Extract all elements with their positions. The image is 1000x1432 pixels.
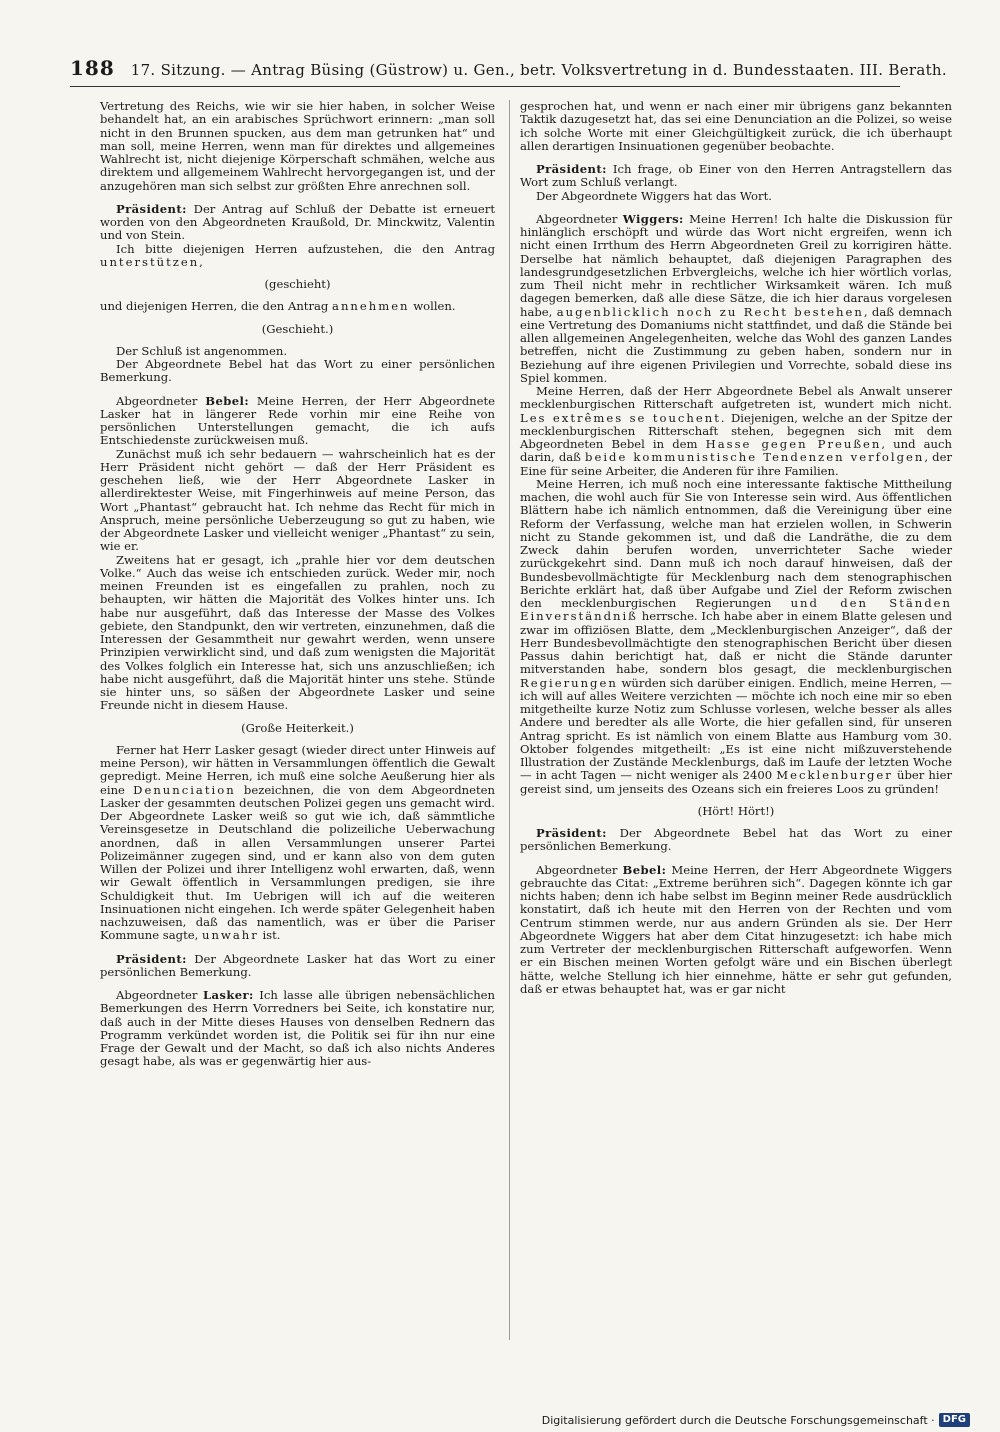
emphasis-text: beide kommunistische Tendenzen verfolgen: [585, 450, 925, 465]
speech-text: ist.: [258, 928, 281, 943]
paragraph: Zweitens hat er gesagt, ich „prahle hier vor dem deutschen Volke.“ Auch das weise ich entschieden zurück. Weder mir, noch meinen Freunden ist es eingefallen zu prahlen, noch zu behaupten, wir hätten die Majorität des Volkes hinter uns. Ich habe nur ausgeführt, daß das Interesse der Masse des Volkes gebiete, den Standpunkt, den wir vertreten, einzunehmen, daß die Interessen der Gesammtheit nur gewahrt werden, wenn unsere Prinzipien verwirklicht sind, und daß zum wenigsten die Majorität des Volkes folglich ein Interesse hat, sich uns anzuschließen; ich habe nicht ausgeführt, daß die Majorität hinter uns stehe. Stünde sie hinter uns, so säßen der Abgeordnete Lasker und seine Freunde nicht in diesem Hause.: [100, 552, 495, 713]
speech-text: Ich frage, ob Einer von den Herren Antragstellern das Wort zum Schluß verlangt.: [520, 162, 952, 190]
paragraph: Der Abgeordnete Wiggers hat das Wort.: [536, 188, 772, 203]
speech-text: Der Antrag auf Schluß der Debatte ist erneuert worden von den Abgeordneten Kraußold, Dr. Minckwitz, Valentin und von Stein.: [100, 201, 495, 243]
speech-text: Abgeordneter: [536, 862, 623, 877]
stage-direction: (Große Heiterkeit.): [241, 720, 354, 735]
speech-text: , daß demnach eine Vertretung des Domaniums nicht stattfindet, und daß die Stände bei allen allgemeinen Angelegenheiten, welche das Wohl des ganzen Landes betreffen, nicht die Zustimmung zu geben haben, sondern nur in Beziehung auf ihre eigenen Privilegien und Vorrechte, sobald diese ins Spiel kommen.: [520, 304, 952, 385]
speaker-name: Lasker:: [202, 988, 254, 1002]
speaker-name: Wiggers:: [622, 211, 684, 226]
emphasis-text: Les extrêmes se touchent.: [520, 410, 727, 425]
speech-text: über hier gereist sind, um jenseits des Ozeans sich ein freieres Loos zu gründen!: [520, 768, 952, 796]
paragraph: Der Abgeordnete Bebel hat das Wort zu einer persönlichen Bemerkung.: [100, 357, 495, 385]
footer-credit: Digitalisierung gefördert durch die Deutsche Forschungsgemeinschaft ·: [541, 1413, 935, 1427]
paragraph: [520, 213, 952, 385]
speaker-name: Präsident:: [116, 951, 187, 966]
speech-text: wollen.: [409, 299, 456, 314]
speaker-name: Bebel:: [205, 393, 250, 408]
emphasis-text: augenblicklich noch zu Recht bestehen: [556, 304, 864, 319]
paragraph: [520, 478, 952, 796]
stage-direction: (geschieht): [264, 277, 331, 291]
speaker-name: Präsident:: [536, 162, 607, 176]
paragraph: Der Schluß ist angenommen.: [116, 343, 288, 358]
paragraph: [520, 827, 952, 854]
running-title: 17. Sitzung. — Antrag Büsing (Güstrow) u. Gen., betr. Volksvertretung in d. Bundesstaaten. III. Berath.: [130, 61, 947, 79]
emphasis-text: Hasse gegen Preußen: [705, 437, 882, 451]
speech-text: herrsche. Ich habe aber in einem Blatte gelesen und zwar im offiziösen Blatte, dem „Mecklenburgischen Anzeiger“, daß der Herr Bundesbevollmächtigte den stenographischen Bericht über diesen Passus dahin berichtigt hat, daß er nicht die Stände darunter mitverstanden habe, sondern blos gesagt, die mecklenburgischen: [520, 609, 952, 677]
speech-text: Meine Herren, der Herr Abgeordnete Lasker hat in längerer Rede vorhin mir eine Reihe von persönlichen Unterstellungen gemacht, die ich aufs Entschiedenste zurückweisen muß.: [100, 393, 495, 448]
paragraph: [520, 864, 952, 997]
right-column: [520, 100, 952, 996]
emphasis-text: Regierungen: [520, 675, 618, 690]
emphasis-text: und den Ständen Einverständniß: [520, 596, 952, 624]
page-number: 188: [70, 56, 115, 80]
stage-direction: (Geschieht.): [261, 321, 334, 336]
paragraph: [100, 744, 495, 943]
speech-text: Diejenigen, welche an der Spitze der mecklenburgischen Ritterschaft stehen, begegnen sich mit dem Abgeordneten Bebel in dem: [520, 410, 952, 451]
speech-text: , und auch darin, daß: [520, 437, 952, 465]
dfg-logo: DFG: [939, 1413, 970, 1427]
speech-text: Ich lasse alle übrigen nebensächlichen Bemerkungen des Herrn Vorredners bei Seite, ich konstatire nur, daß auch in der Mitte dieses Hauses von denselben Rednern das Programm verkündet worden ist, die Politik sei für ihn nur eine Frage der Gewalt und der Macht, so daß ich also nichts Anderes gesagt habe, als was er gegenwärtig hier aus-: [100, 988, 495, 1069]
paragraph: gesprochen hat, und wenn er nach einer mir übrigens ganz bekannten Taktik dazugesetzt hat, das sei eine Denunciation an die Polizei, so weise ich solche Worte mit einer Gleichgültigkeit zurück, die ich überhaupt allen derartigen Insinuationen gegenüber beobachte.: [520, 99, 952, 153]
speech-text: Meine Herren, der Herr Abgeordnete Wiggers gebrauchte das Citat: „Extreme berühren sich“. Dagegen könnte ich gar nichts haben; denn ich habe selbst im Beginn meiner Rede ausdrücklich konstatirt, daß ich heute mit den Herren von der Rechten und vom Centrum stimmen werde, nur aus andern Gründen als sie. Der Herr Abgeordnete Wiggers hat aber dem Citat hinzugesetzt: ich habe mich zum Vertreter der mecklenburgischen Ritterschaft aufgeworfen. Wenn er ein Bischen meinen Worten gefolgt wäre und ein Bischen überlegt hätte, welche Stellung ich hier einnehme, hätte er sehr gut gefunden, daß er etwas behauptet hat, was er gar nicht: [520, 862, 952, 996]
speech-text: , der Eine für seine Arbeiter, die Anderen für ihre Familien.: [520, 450, 952, 478]
speech-text: Ich bitte diejenigen Herren aufzustehen, die den Antrag: [116, 241, 495, 256]
speech-text: Abgeordneter: [116, 393, 206, 408]
speech-text: Ferner hat Herr Lasker gesagt (wieder direct unter Hinweis auf meine Person), wir hätten in Versammlungen öffentlich die Gewalt gepredigt. Meine Herren, ich muß eine solche Aeußerung hier als eine: [100, 742, 495, 797]
speech-text: Abgeordneter: [116, 988, 203, 1002]
speaker-name: Bebel:: [622, 862, 667, 877]
paragraph: [100, 953, 495, 980]
emphasis-text: unwahr: [201, 928, 259, 943]
speech-text: Der Abgeordnete Bebel hat das Wort zu einer persönlichen Bemerkung.: [520, 826, 952, 854]
paragraph: [100, 300, 495, 313]
stage-direction: (Hört! Hört!): [697, 803, 775, 818]
emphasis-text: Mecklenburger: [776, 768, 893, 783]
paragraph: [520, 163, 952, 190]
paragraph: [100, 203, 495, 243]
paragraph: Zunächst muß ich sehr bedauern — wahrscheinlich hat es der Herr Präsident nicht gehört — daß der Herr Präsident es geschehen ließ, wie der Herr Abgeordnete Lasker in allerdirektester Weise, mit Fingerhinweis auf meine Person, das Wort „Phantast“ gebraucht hat. Ich nehme das Recht für mich in Anspruch, meine persönliche Ueberzeugung so gut zu haben, wie der Abgeordnete Lasker und vielleicht weniger „Phantast“ zu sein, wie er.: [100, 446, 495, 554]
paragraph: Vertretung des Reichs, wie wir sie hier haben, in solcher Weise behandelt hat, an ein arabisches Sprüchwort erinnern: „man soll nicht in den Brunnen spucken, aus dem man getrunken hat“ und man soll, meine Herren, wenn man für direktes und allgemeines Wahlrecht ist, nicht diejenige Körperschaft schmähen, welche aus direktem und allgemeinem Wahlrecht hervorgegangen ist, und der anzugehören man sich selbst zur größten Ehre anrechnen soll.: [100, 99, 495, 193]
speech-text: Meine Herren, daß der Herr Abgeordnete Bebel als Anwalt unserer mecklenburgischen Ritterschaft aufgetreten ist, wundert mich nicht.: [520, 384, 952, 412]
paragraph: [100, 243, 495, 270]
speech-text: würden sich darüber einigen. Endlich, meine Herren, — ich will auf alles Weitere verzichten — möchte ich noch eine mir so eben mitgetheilte kurze Notiz zum Schlusse vorlesen, welche besser als alles Andere und beredter als alle Worte, die hier gefallen sind, für unseren Antrag spricht. Es ist nämlich von einem Blatte aus Hamburg vom 30. Oktober folgendes mitgetheilt: „Es ist eine nicht mißzuverstehende Illustration der Zustände Mecklenburgs, daß im Laufe der letzten Woche — in acht Tagen — nicht weniger als 2400: [520, 675, 952, 783]
speech-text: Abgeordneter: [536, 211, 623, 226]
paragraph: [100, 989, 495, 1069]
paragraph: [520, 385, 952, 478]
speech-text: Meine Herren, ich muß noch eine interessante faktische Mittheilung machen, die wohl auch für Sie von Interesse sein wird. Aus öffentlichen Blättern habe ich nämlich entnommen, daß die Vereinigung über eine Reform der Verfassung, welche man hat erzielen wollen, in Schwerin nicht zu Stande gekommen ist, und daß die Landräthe, die zu dem Zweck dahin berufen worden, unverrichteter Sache wieder zurückgekehrt sind. Dann muß ich noch darauf hinweisen, daß der Bundesbevollmächtigte für Mecklenburg nach dem stenographischen Berichte erklärt hat, daß über Aufgabe und Ziel der Reform zwischen den mecklenburgischen Regierungen: [520, 476, 952, 610]
paragraph: [100, 395, 495, 448]
column-divider: [509, 100, 510, 1340]
speech-text: Der Abgeordnete Lasker hat das Wort zu einer persönlichen Bemerkung.: [100, 951, 495, 979]
speech-text: bezeichnen, die von dem Abgeordneten Lasker der gesammten deutschen Polizei gegen uns gemacht wird. Der Abgeordnete Lasker weiß so gut wie ich, daß sämmtliche Vereinsgesetze in Deutschland die polizeiliche Ueberwachung anordnen, daß in allen Versammlungen unserer Partei Polizeimänner zugegen sind, und er kann also von dem guten Willen der Polizei und ihrer Intelligenz wohl erwarten, daß, wenn wir Gewalt öffentlich in Versammlungen predigen, sie ihre Schuldigkeit thut. Im Uebrigen will ich auf die weiteren Insinuationen nicht eingehen. Ich werde später Gelegenheit haben nachzuweisen, daß das namentlich, was er über die Pariser Kommune sagte,: [100, 782, 495, 943]
speaker-name: Präsident:: [536, 826, 607, 840]
speaker-name: Präsident:: [116, 201, 187, 216]
speech-text: Meine Herren! Ich halte die Diskussion für hinlänglich erschöpft und würde das Wort nicht ergreifen, wenn ich nicht einen Irrthum des Herrn Abgeordneten Greil zu korrigiren hätte. Derselbe hat nämlich behauptet, daß diejenigen Paragraphen des landesgrundgesetzlichen Erbvergleichs, welche ich hier wörtlich vorlas, zum Theil nicht mehr in rechtlicher Wirksamkeit wären. Ich muß dagegen bemerken, daß alle diese Sätze, die ich hier daraus vorgelesen habe,: [520, 211, 952, 319]
page-header: [70, 56, 947, 87]
emphasis-text: unterstützen,: [100, 254, 205, 269]
left-column: [100, 100, 495, 1069]
emphasis-text: Denunciation: [133, 782, 236, 797]
digitization-footer: [542, 1412, 970, 1428]
emphasis-text: annehmen: [332, 299, 410, 314]
speech-text: und diejenigen Herren, die den Antrag: [100, 299, 333, 314]
